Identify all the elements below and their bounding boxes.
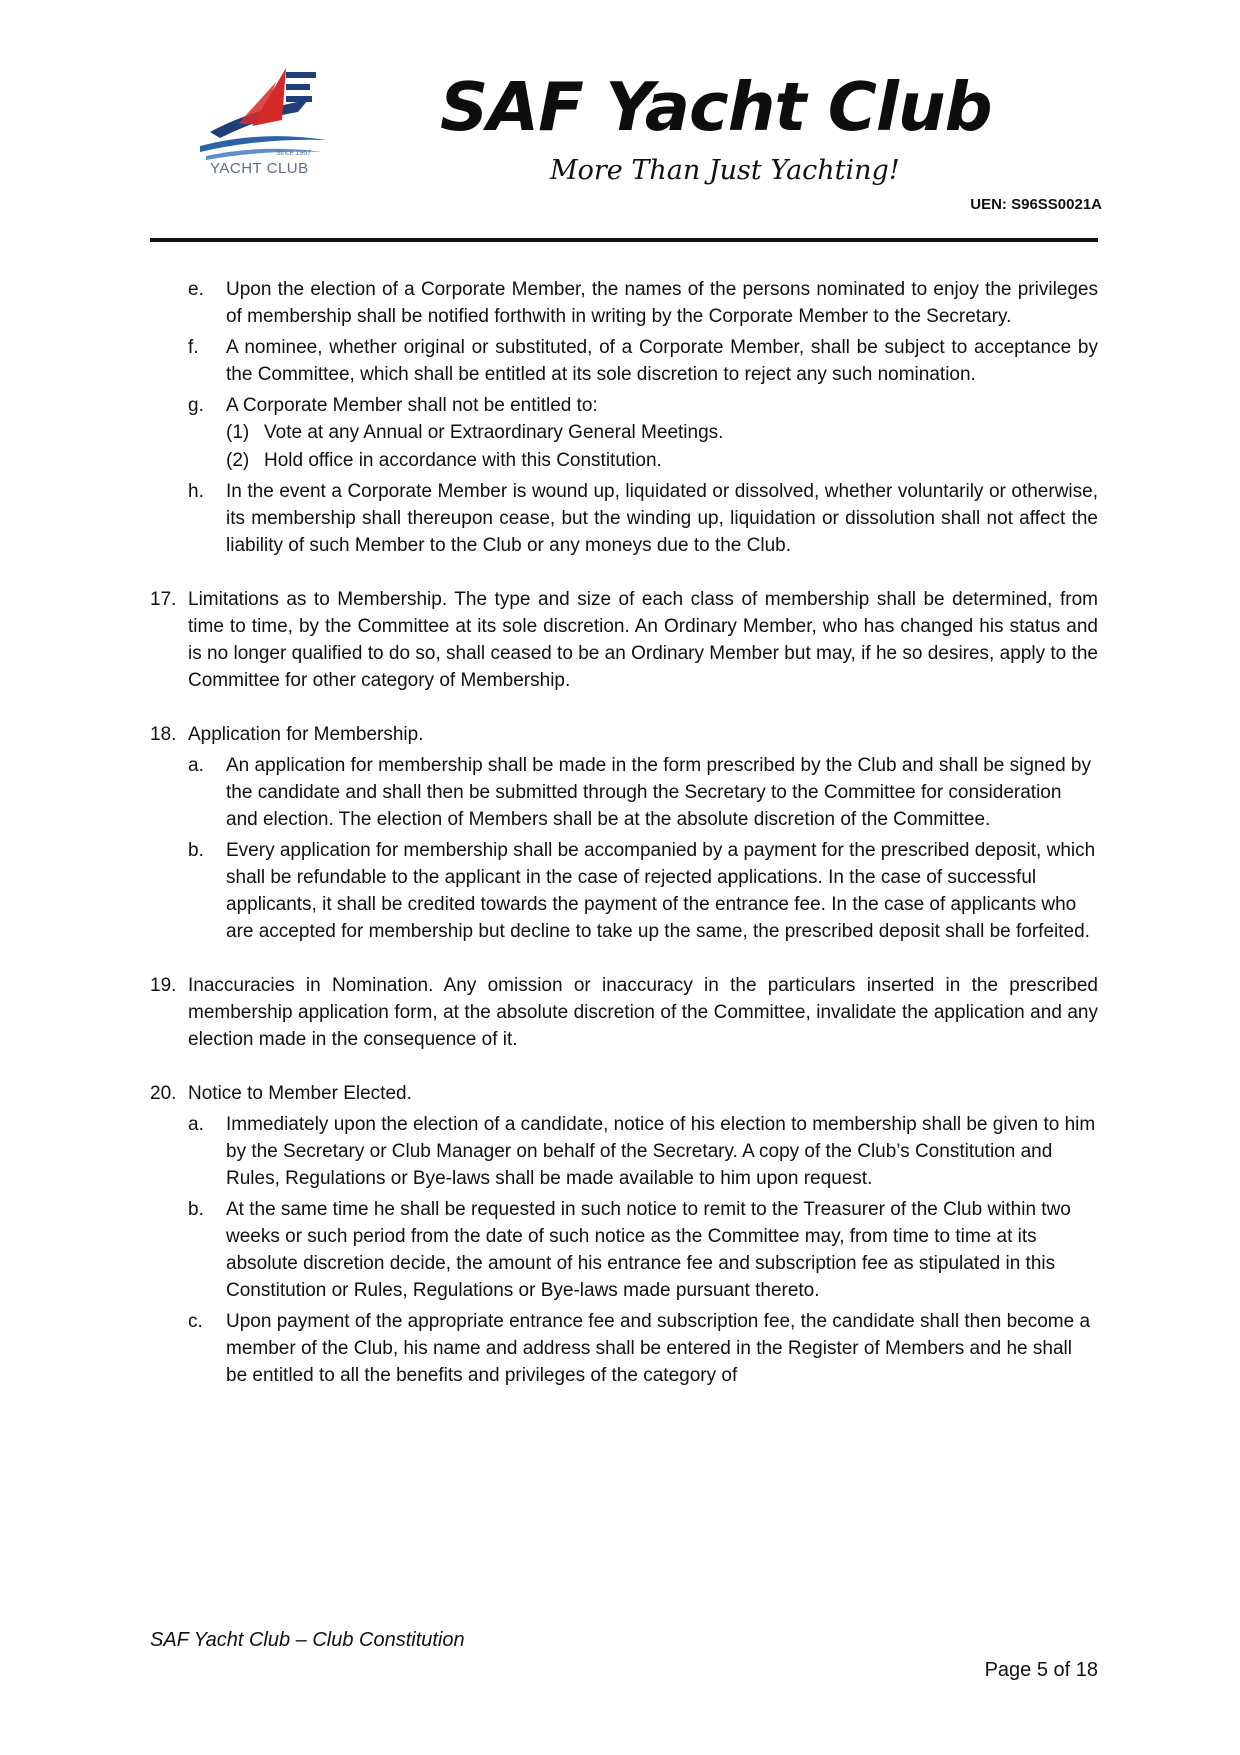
- uen-number: UEN: S96SS0021A: [970, 196, 1102, 213]
- subitem-marker: (1): [226, 422, 250, 443]
- clause-19: [150, 972, 1098, 1053]
- clause-20: [150, 1080, 1098, 1107]
- header-rule: [150, 238, 1098, 242]
- club-title: SAF Yacht Club: [440, 68, 992, 146]
- item-text: Upon payment of the appropriate entrance fee and subscription fee, the candidate shall then become a member of the Club, his name and address shall be entered in the Register of Members and he shall be entitled to all the benefits and privileges of the category of: [226, 1311, 1091, 1386]
- clause-16e: [150, 276, 1098, 330]
- subitem-marker: (2): [226, 450, 250, 471]
- item-marker: c.: [188, 1311, 203, 1332]
- constitution-body: [150, 276, 1098, 1393]
- item-text: An application for membership shall be made in the form prescribed by the Club and shall be signed by the candidate and shall then be submitted through the Secretary to the Committee for consideration and election. The election of Members shall be at the absolute discretion of the Committee.: [226, 755, 1091, 830]
- clause-18a: [150, 752, 1098, 833]
- clause-16g-1: [226, 419, 1098, 446]
- item-marker: h.: [188, 481, 204, 502]
- clause-number: 17.: [150, 589, 177, 610]
- clause-20a: [150, 1111, 1098, 1192]
- logo-since: Since 1967: [276, 150, 312, 157]
- item-text: At the same time he shall be requested in such notice to remit to the Treasurer of the Club within two weeks or such period from the date of such notice as the Committee may, from time to time at its absolute discretion decide, the amount of his entrance fee and subscription fee as stipulated in this Constitution or Rules, Regulations or Bye-laws made pursuant thereto.: [226, 1199, 1071, 1301]
- clause-17: [150, 586, 1098, 694]
- subitem-text: Vote at any Annual or Extraordinary General Meetings.: [264, 422, 724, 443]
- item-marker: e.: [188, 279, 204, 300]
- item-marker: b.: [188, 1199, 204, 1220]
- logo-text: YACHT CLUB: [210, 160, 309, 177]
- clause-heading: Notice to Member Elected.: [188, 1083, 412, 1104]
- page-number: Page 5 of 18: [984, 1659, 1098, 1681]
- club-tagline: More Than Just Yachting!: [550, 155, 900, 186]
- item-text: Upon the election of a Corporate Member, the names of the persons nominated to enjoy the privileges of membership shall be notified forthwith in writing by the Corporate Member to the Secretary.: [226, 279, 1098, 327]
- clause-number: 20.: [150, 1083, 177, 1104]
- clause-heading: Application for Membership.: [188, 724, 424, 745]
- item-text: A nominee, whether original or substituted, of a Corporate Member, shall be subject to acceptance by the Committee, which shall be entitled at its sole discretion to reject any such nomination.: [226, 337, 1098, 385]
- item-marker: b.: [188, 840, 204, 861]
- clause-16g: [150, 392, 1098, 474]
- item-text: Every application for membership shall be accompanied by a payment for the prescribed deposit, which shall be refundable to the applicant in the case of rejected applications. In the case of successful applicants, it shall be credited towards the payment of the entrance fee. In the case of applicants who are accepted for membership but decline to take up the same, the prescribed deposit shall be forfeited.: [226, 840, 1096, 942]
- footer-doc-title: SAF Yacht Club – Club Constitution: [150, 1629, 465, 1651]
- clause-16h: [150, 478, 1098, 559]
- subitem-text: Hold office in accordance with this Constitution.: [264, 450, 662, 471]
- clause-18b: [150, 837, 1098, 945]
- clause-text: Inaccuracies in Nomination. Any omission or inaccuracy in the particulars inserted in the prescribed membership application form, at the absolute discretion of the Committee, invalidate the application and any election made in the consequence of it.: [188, 975, 1098, 1050]
- item-marker: a.: [188, 1114, 204, 1135]
- item-marker: f.: [188, 337, 199, 358]
- clause-20b: [150, 1196, 1098, 1304]
- item-text: In the event a Corporate Member is wound up, liquidated or dissolved, whether voluntarily or otherwise, its membership shall thereupon cease, but the winding up, liquidation or dissolution shall not affect the liability of such Member to the Club or any moneys due to the Club.: [226, 481, 1098, 556]
- clause-16f: [150, 334, 1098, 388]
- item-marker: g.: [188, 395, 204, 416]
- item-text: A Corporate Member shall not be entitled to:: [226, 395, 598, 416]
- clause-16g-2: [226, 447, 1098, 474]
- clause-20c: [150, 1308, 1098, 1389]
- clause-number: 19.: [150, 975, 177, 996]
- page-header: [0, 0, 1240, 250]
- clause-text: Limitations as to Membership. The type and size of each class of membership shall be determined, from time to time, by the Committee at its sole discretion. An Ordinary Member, who has changed his status and is no longer qualified to do so, shall ceased to be an Ordinary Member but may, if he so desires, apply to the Committee for other category of Membership.: [188, 589, 1098, 691]
- clause-number: 18.: [150, 724, 177, 745]
- clause-18: [150, 721, 1098, 748]
- item-marker: a.: [188, 755, 204, 776]
- item-text: Immediately upon the election of a candidate, notice of his election to membership shall be given to him by the Secretary or Club Manager on behalf of the Secretary. A copy of the Club’s Constitution and Rules, Regulations or Bye-laws shall be made available to him upon request.: [226, 1114, 1096, 1189]
